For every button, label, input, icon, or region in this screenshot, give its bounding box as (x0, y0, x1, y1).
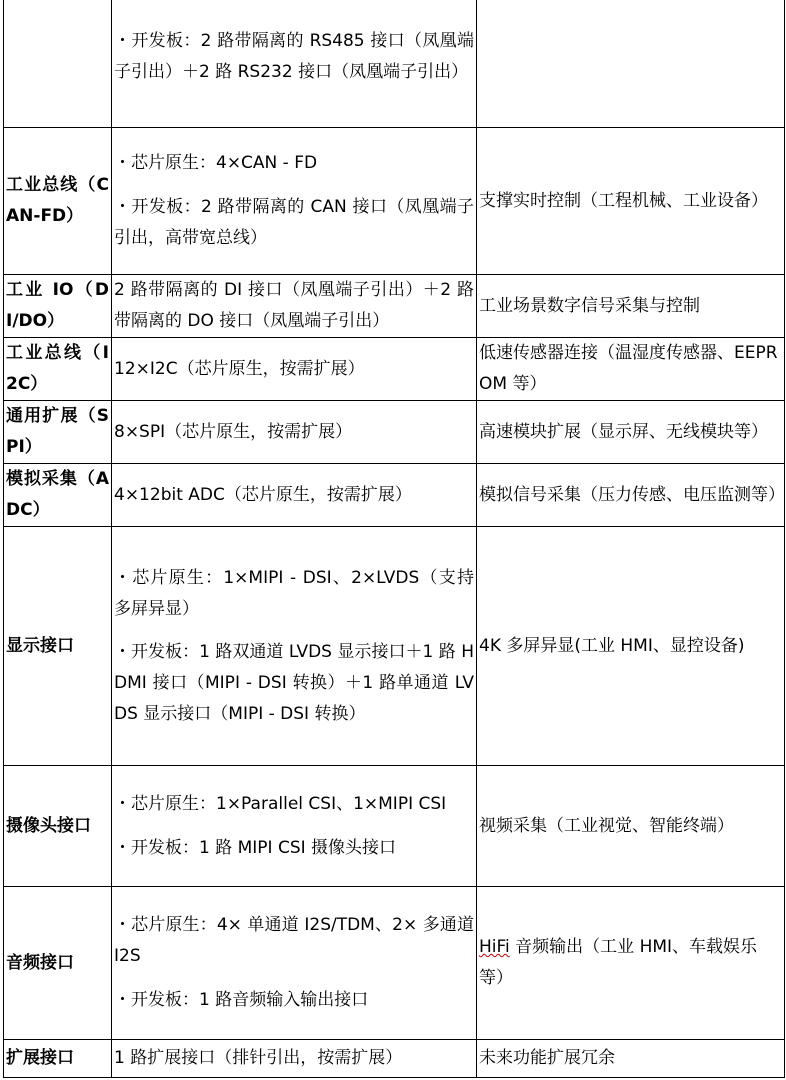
interface-desc-cell: 4×12bit ADC（芯片原生，按需扩展） (112, 464, 477, 527)
table-row (4, 527, 785, 766)
interface-desc-cell (112, 0, 477, 128)
spellcheck-underlined-word: HiFi (479, 937, 510, 957)
table-row (4, 128, 785, 275)
desc-line: ・开发板：1 路 MIPI CSI 摄像头接口 (114, 837, 397, 858)
application-cell: 支撑实时控制（工程机械、工业设备） (477, 128, 785, 275)
interface-desc-cell: 1 路扩展接口（排针引出，按需扩展） (112, 1040, 477, 1078)
application-cell: 4K 多屏异显(工业 HMI、显控设备) (477, 527, 785, 766)
table-row (4, 338, 785, 401)
application-cell: 未来功能扩展冗余 (477, 1040, 785, 1078)
desc-line: ・开发板：2 路带隔离的 RS485 接口（凤凰端子引出）＋2 路 RS232 接口（凤凰端子引出） (114, 31, 474, 82)
table-row (4, 275, 785, 338)
application-cell: 高速模块扩展（显示屏、无线模块等） (477, 401, 785, 464)
desc-line: ・芯片原生：4×CAN - FD (114, 153, 318, 173)
application-cell: 模拟信号采集（压力传感、电压监测等） (477, 464, 785, 527)
interface-name-cell: 工业总线（CAN-FD） (4, 128, 112, 275)
table-row (4, 0, 785, 128)
interface-name-cell: 扩展接口 (4, 1040, 112, 1078)
desc-line: ・芯片原生：1×MIPI - DSI、2×LVDS（支持多屏异显） (114, 567, 474, 619)
table-row (4, 887, 785, 1040)
interface-name-cell: 通用扩展（SPI） (4, 401, 112, 464)
application-cell: 低速传感器连接（温湿度传感器、EEPROM 等） (477, 338, 785, 401)
interface-desc-cell: 2 路带隔离的 DI 接口（凤凰端子引出）＋2 路带隔离的 DO 接口（凤凰端子引出） (112, 275, 477, 338)
interface-desc-cell (112, 887, 477, 1040)
table-row (4, 464, 785, 527)
interface-desc-cell: 12×I2C（芯片原生，按需扩展） (112, 338, 477, 401)
desc-line: ・芯片原生：1×Parallel CSI、1×MIPI CSI (114, 793, 447, 814)
interface-name-cell: 工业总线（I2C） (4, 338, 112, 401)
application-text: 音频输出（工业 HMI、车载娱乐等） (479, 937, 758, 988)
desc-line: ・开发板：2 路带隔离的 CAN 接口（凤凰端子引出，高带宽总线） (114, 197, 474, 248)
interface-name-cell: 显示接口 (4, 527, 112, 766)
desc-line: ・开发板：1 路双通道 LVDS 显示接口＋1 路 HDMI 接口（MIPI - DSI 转换）＋1 路单通道 LVDS 显示接口（MIPI - DSI 转换） (114, 641, 474, 724)
interface-desc-cell (112, 766, 477, 887)
application-cell (477, 887, 785, 1040)
interface-name-cell: 模拟采集（ADC） (4, 464, 112, 527)
interface-name-cell: 工业 IO（DI/DO） (4, 275, 112, 338)
interface-desc-cell (112, 128, 477, 275)
table-row (4, 766, 785, 887)
interface-name-cell: 摄像头接口 (4, 766, 112, 887)
interface-desc-cell (112, 527, 477, 766)
interface-spec-table (3, 0, 785, 1078)
application-cell: 视频采集（工业视觉、智能终端） (477, 766, 785, 887)
interface-name-cell (4, 0, 112, 128)
interface-name-cell: 音频接口 (4, 887, 112, 1040)
desc-line: ・芯片原生：4× 单通道 I2S/TDM、2× 多通道 I2S (114, 915, 474, 966)
interface-desc-cell: 8×SPI（芯片原生，按需扩展） (112, 401, 477, 464)
application-cell: 工业场景数字信号采集与控制 (477, 275, 785, 338)
desc-line: ・开发板：1 路音频输入输出接口 (114, 990, 369, 1010)
table-row (4, 401, 785, 464)
application-cell (477, 0, 785, 128)
table-row (4, 1040, 785, 1078)
